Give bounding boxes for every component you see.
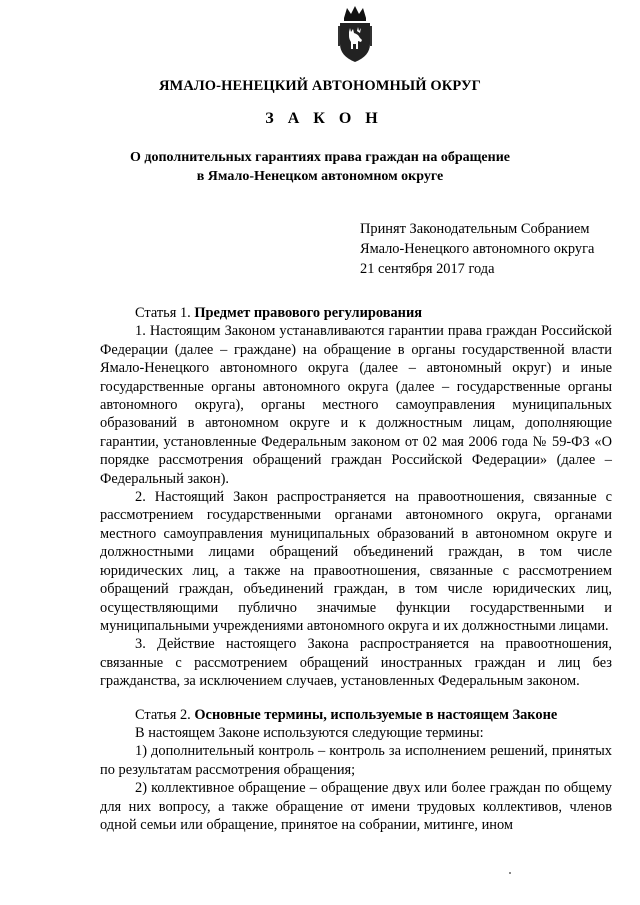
article-1-paragraph-2: 2. Настоящий Закон распространяется на правоотношения, связанные с рассмотрением государственными органами автономного округа, органами местного самоуправления муниципальных образований в автономном округе и должностными лицами обращений объединений граждан, в том числе юридических лиц, а также на правоотношения, связанные с рассмотрением обращений граждан, объединений граждан, в том числе юридических лиц, осуществляющими публично значимые функции государственными и муниципальными учреждениями автономного округа и их должностными лицами. [100, 489, 612, 634]
article-1-paragraph-1: 1. Настоящим Законом устанавливаются гарантии права граждан Российской Федерации (далее – граждане) на обращение в органы государственной власти Ямало-Ненецкого автономного округа (далее – автономный округ) и иные государственные органы автономного округа (далее – государственные органы автономного округа), органы местного самоуправления муниципальных образований в автономном округе и к должностным лицам, дополняющие гарантии, установленные Федеральным законом от 02 мая 2006 года № 59-ФЗ «О порядке рассмотрения обращений граждан Российской Федерации» (далее – Федеральный закон). [100, 323, 612, 487]
article-2-term-1: 1) дополнительный контроль – контроль за исполнением решений, принятых по результатам рассмотрения обращения; [100, 743, 612, 778]
article-2-number: Статья 2. [135, 706, 195, 723]
adoption-line-1: Принят Законодательным Собранием [360, 221, 590, 237]
scan-dot [509, 872, 511, 874]
article-1-heading [100, 304, 612, 322]
article-1-number: Статья 1. [135, 305, 195, 321]
document-type: З А К О Н [265, 110, 383, 127]
law-body [100, 304, 612, 834]
article-spacer [100, 691, 612, 706]
article-2-term-2: 2) коллективное обращение – обращение двух или более граждан по общему для них вопросу, а также обращение от имени трудовых коллективов, членов одной семьи или обращение, принятое на собрании, митинге, ином [100, 780, 612, 833]
adoption-line-2: Ямало-Ненецкого автономного округа [360, 241, 595, 257]
article-2-title: Основные термины, используемые в настоящем Законе [194, 706, 558, 723]
article-1-title: Предмет правового регулирования [194, 305, 423, 321]
article-1-paragraph-3: 3. Действие настоящего Закона распространяется на правоотношения, связанные с рассмотрением обращений иностранных граждан и лиц без гражданства, за исключением случаев, установленных Федеральным законом. [100, 636, 612, 690]
article-2-intro: В настоящем Законе используются следующие термины: [135, 724, 484, 741]
article-2-heading [100, 706, 612, 724]
law-title [0, 148, 640, 186]
adoption-date: 21 сентября 2017 года [360, 261, 495, 277]
coat-of-arms-emblem [336, 4, 374, 64]
law-title-line-1: О дополнительных гарантиях права граждан на обращение [129, 150, 510, 165]
region-name: ЯМАЛО-НЕНЕЦКИЙ АВТОНОМНЫЙ ОКРУГ [158, 78, 482, 94]
adoption-block [360, 219, 594, 279]
law-title-line-2: в Ямало-Ненецком автономном округе [196, 169, 444, 184]
